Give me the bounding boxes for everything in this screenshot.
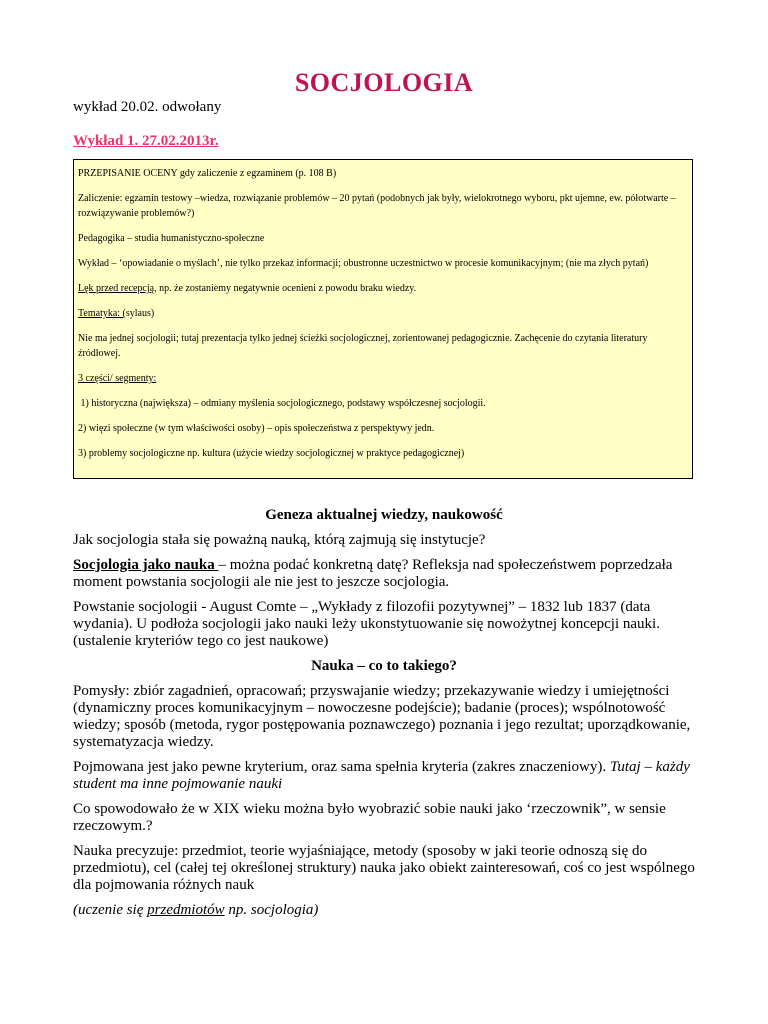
uczenie-a: (uczenie się	[73, 902, 148, 918]
box-tematyka	[78, 306, 688, 321]
box-pedagogika: Pedagogika – studia humanistyczno-społeczne	[78, 233, 265, 244]
lecture-heading: Wykład 1. 27.02.2013r.	[73, 133, 219, 149]
paragraph-xix: Co spowodowało że w XIX wieku można było wyobrazić sobie nauki jako ‘rzeczownik”, w sensie rzeczowym.?	[73, 801, 666, 834]
box-lek	[78, 281, 688, 296]
box-lek-rest: , np. że zostaniemy negatywnie ocenieni z powodu braku wiedzy.	[154, 283, 417, 294]
box-segment-2: 2) więzi społeczne (w tym właściwości osoby) – opis społeczeństwa z perspektywy jedn.	[78, 423, 435, 434]
paragraph-comte: Powstanie socjologii - August Comte – „Wykłady z filozofii pozytywnej” – 1832 lub 1837 (data wydania). U podłoża socjologii jako nauki leży ukonstytuowanie się nowożytnej koncepcji nauki. (ustalenie kryteriów tego co jest naukowe)	[73, 599, 660, 649]
box-tematyka-label: Tematyka: (	[78, 308, 126, 319]
box-segment-1: 1) historyczna (największa) – odmiany myślenia socjologicznego, podstawy współczesnej socjologii.	[78, 398, 486, 409]
socjologia-nauka-label: Socjologia jako nauka	[73, 557, 219, 573]
paragraph-pomysly: Pomysły: zbiór zagadnień, opracowań; przyswajanie wiedzy; przekazywanie wiedzy i umiejętności (dynamiczny proces komunikacyjnym – nowoczesne podejście); badanie (proces); wspólnotowość wiedzy; sposób (metoda, rygor postępowania poznawczego) poznania i jego rezultat; uporządkowanie, systematyzacja wiedzy.	[73, 683, 691, 750]
cancelled-lecture-note: wykład 20.02. odwołany	[73, 99, 222, 115]
paragraph-uczenie	[73, 902, 695, 919]
kryterium-text: Pojmowana jest jako pewne kryterium, oraz sama spełnia kryteria (zakres znaczeniowy).	[73, 759, 610, 775]
box-socjologia: Nie ma jednej socjologii; tutaj prezentacja tylko jednej ścieżki socjologicznej, zorientowanej pedagogicznie. Zachęcenie do czytania literatury źródłowej.	[78, 333, 648, 359]
box-tematyka-rest: sylaus)	[125, 308, 155, 319]
box-zaliczenie: Zaliczenie: egzamin testowy –wiedza, rozwiązanie problemów – 20 pytań (podobnych jak były, wielokrotnego wyboru, pkt ujemne, ew. półotwarte – rozwiązywanie problemów?)	[78, 193, 676, 219]
notes-box	[73, 159, 693, 479]
section-heading-geneza: Geneza aktualnej wiedzy, naukowość	[265, 507, 503, 523]
main-content	[73, 507, 695, 927]
paragraph-socjologia-nauka	[73, 557, 695, 591]
box-przepisanie: PRZEPISANIE OCENY gdy zaliczenie z egzaminem (p. 108 B)	[78, 168, 337, 179]
paragraph-question: Jak socjologia stała się poważną nauką, którą zajmują się instytucje?	[73, 532, 486, 548]
section-heading-nauka: Nauka – co to takiego?	[311, 658, 457, 674]
kryterium-italic: Tutaj – każdy student ma inne pojmowanie nauki	[73, 759, 690, 792]
socjologia-nauka-text: – można podać konkretną datę? Refleksja nad społeczeństwem poprzedzała moment powstania socjologii ale nie jest to jeszcze socjologia.	[73, 557, 673, 590]
uczenie-b: np. socjologia)	[224, 902, 319, 918]
box-lek-label: Lęk przed recepcją	[78, 283, 155, 294]
page-title: SOCJOLOGIA	[294, 68, 474, 97]
paragraph-precyzuje: Nauka precyzuje: przedmiot, teorie wyjaśniające, metody (sposoby w jaki teorie odnoszą się do przedmiotu), cel (całej tej określonej struktury) nauka jako obiekt zainteresowań, coś co jest wspólnego dla pojmowania różnych nauk	[73, 843, 695, 893]
box-czesci: 3 części/ segmenty:	[78, 373, 157, 384]
uczenie-przedmiotow: przedmiotów	[147, 902, 225, 918]
box-segment-3: 3) problemy socjologiczne np. kultura (użycie wiedzy socjologicznej w praktyce pedagogicznej)	[78, 448, 465, 459]
box-wyklad: Wykład – ‘opowiadanie o myślach’, nie tylko przekaz informacji; obustronne uczestnictwo w procesie komunikacyjnym; (nie ma złych pytań)	[78, 258, 649, 269]
paragraph-kryterium	[73, 759, 695, 793]
